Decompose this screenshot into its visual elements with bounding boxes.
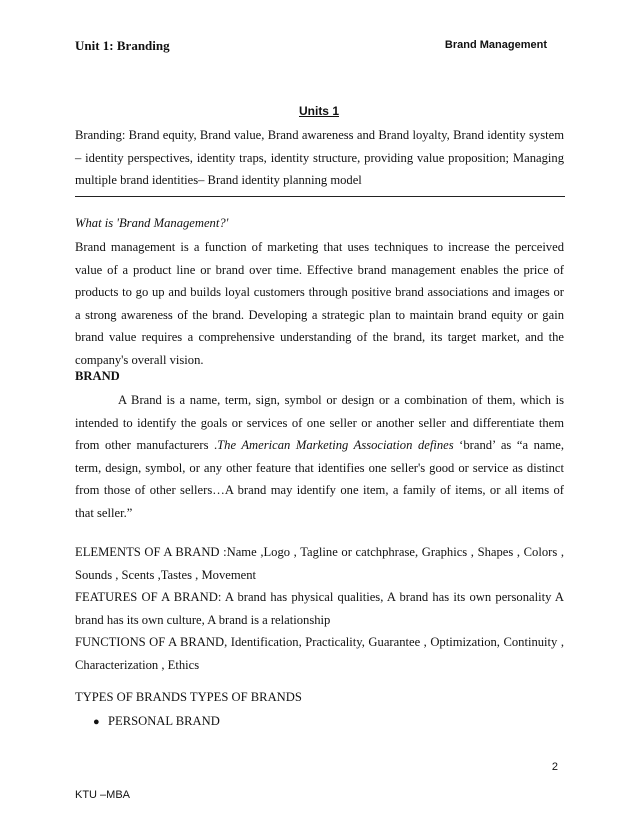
header-unit-title: Unit 1: Branding [75,38,170,53]
features-of-brand: FEATURES OF A BRAND: A brand has physical qualities, A brand has its own personality A brand has its own culture, A brand is a relationship [75,590,564,627]
syllabus-paragraph: Branding: Brand equity, Brand value, Brand awareness and Brand loyalty, Brand identity system – identity perspectives, identity traps, identity structure, providing value proposition; Managing multiple brand identities– Brand identity planning model [75,128,564,187]
page-number: 2 [551,761,558,773]
functions-of-brand: FUNCTIONS OF A BRAND, Identification, Practicality, Guarantee , Optimization, Continuity , Characterization , Ethics [75,635,564,672]
units-title: Units 1 [298,104,339,118]
footer-text: KTU –MBA [75,789,131,801]
types-heading: TYPES OF BRANDS TYPES OF BRANDS [75,690,302,704]
ama-reference: The American Marketing Association defines [217,438,454,452]
horizontal-divider [75,196,565,197]
brand-heading: BRAND [75,369,120,383]
brand-management-paragraph: Brand management is a function of marketing that uses techniques to increase the perceived value of a product line or brand over time. Effective brand management enables the price of products to go up and builds loyal customers through positive brand associations and images or a strong awareness of the brand. Developing a strategic plan to maintain brand equity or gain brand value requires a comprehensive understanding of the brand, its target market, and the company's overall vision. [75,240,564,367]
list-item [93,714,220,729]
brand-definition-text: A Brand is a name, term, sign, symbol or design or a combination of them, which is intended to identify the goals or services of one seller or another seller and differentiate them from other manufacturers . [75,393,564,452]
header-subject: Brand Management [444,39,547,51]
list-item-label: PERSONAL BRAND [108,714,220,728]
brand-lists [75,541,564,676]
section-question-title: What is 'Brand Management?' [75,216,229,230]
elements-of-brand: ELEMENTS OF A BRAND :Name ,Logo , Tagline or catchphrase, Graphics , Shapes , Colors , Sounds , Scents ,Tastes , Movement [75,545,564,582]
brand-definition-paragraph [75,389,564,524]
brand-quote-text: ‘brand’ as “a name, term, design, symbol, or any other feature that identifies one seller's good or service as distinct from those of other sellers…A brand may identify one item, a family of items, or all items of that seller.” [75,438,565,520]
bullet-icon: ● [93,716,100,728]
